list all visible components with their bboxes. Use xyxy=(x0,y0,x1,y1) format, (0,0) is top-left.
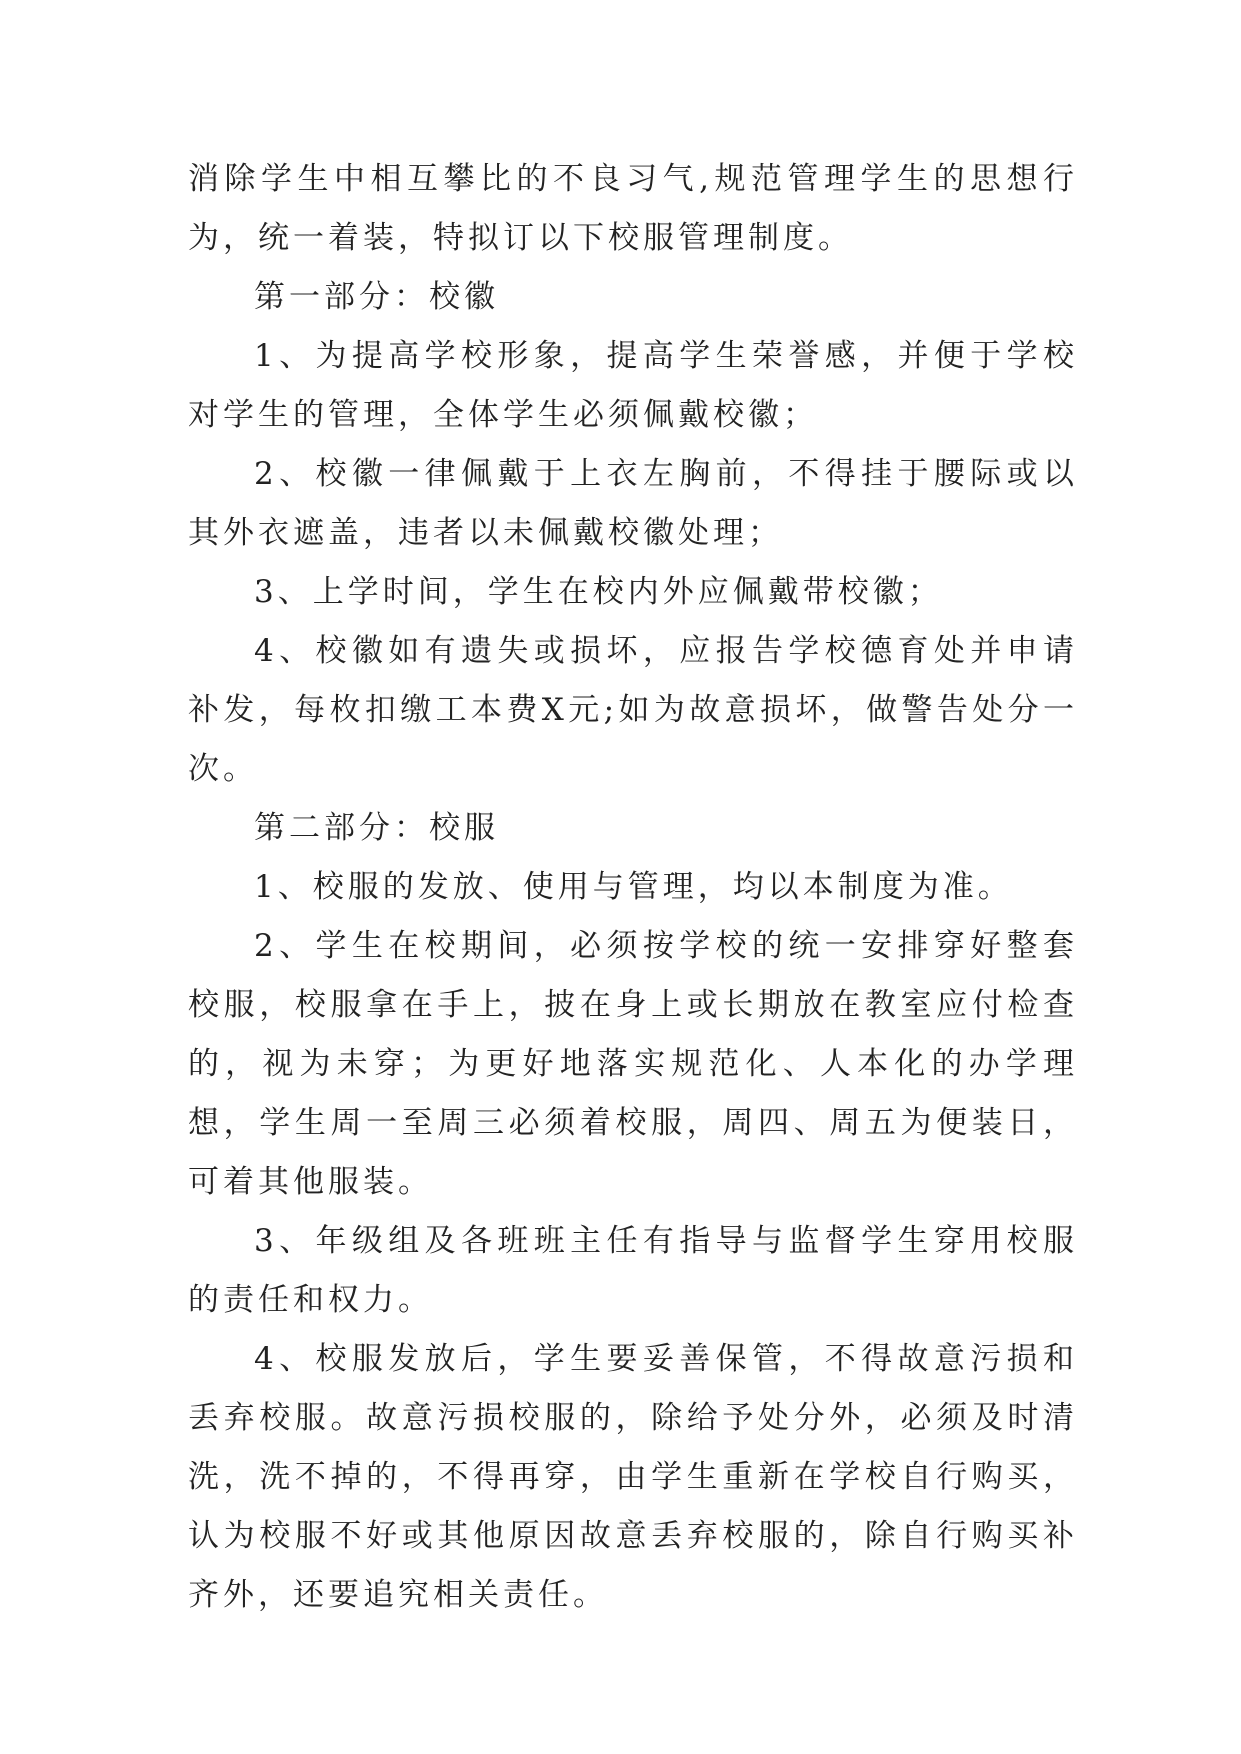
badge-rule-3: 3、上学时间，学生在校内外应佩戴带校徽； xyxy=(254,574,943,610)
section-heading-school-uniform: 第二部分：校服 xyxy=(254,810,499,846)
uniform-rule-1: 1、校服的发放、使用与管理，均以本制度为准。 xyxy=(254,869,1013,905)
uniform-rule-3: 3、年级组及各班班主任有指导与监督学生穿用校服的责任和权力。 xyxy=(188,1223,1078,1318)
badge-rule-2: 2、校徽一律佩戴于上衣左胸前，不得挂于腰际或以其外衣遮盖，违者以未佩戴校徽处理； xyxy=(188,456,1078,551)
section-heading-school-badge: 第一部分：校徽 xyxy=(254,279,499,315)
uniform-rule-2: 2、学生在校期间，必须按学校的统一安排穿好整套校服，校服拿在手上，披在身上或长期放在教室应付检查的，视为未穿；为更好地落实规范化、人本化的办学理想，学生周一至周三必须着校服，周四、周五为便装日，可着其他服装。 xyxy=(188,928,1078,1200)
paragraph-intro: 消除学生中相互攀比的不良习气,规范管理学生的思想行为，统一着装，特拟订以下校服管理制度。 xyxy=(188,161,1078,256)
document-page xyxy=(188,150,1078,1625)
uniform-rule-4: 4、校服发放后，学生要妥善保管，不得故意污损和丢弃校服。故意污损校服的，除给予处分外，必须及时清洗，洗不掉的，不得再穿，由学生重新在学校自行购买，认为校服不好或其他原因故意丢弃校服的，除自行购买补齐外，还要追究相关责任。 xyxy=(188,1341,1078,1613)
badge-rule-4: 4、校徽如有遗失或损坏，应报告学校德育处并申请补发，每枚扣缴工本费X元;如为故意损坏，做警告处分一次。 xyxy=(188,633,1078,787)
badge-rule-1: 1、为提高学校形象，提高学生荣誉感，并便于学校对学生的管理，全体学生必须佩戴校徽； xyxy=(188,338,1078,433)
